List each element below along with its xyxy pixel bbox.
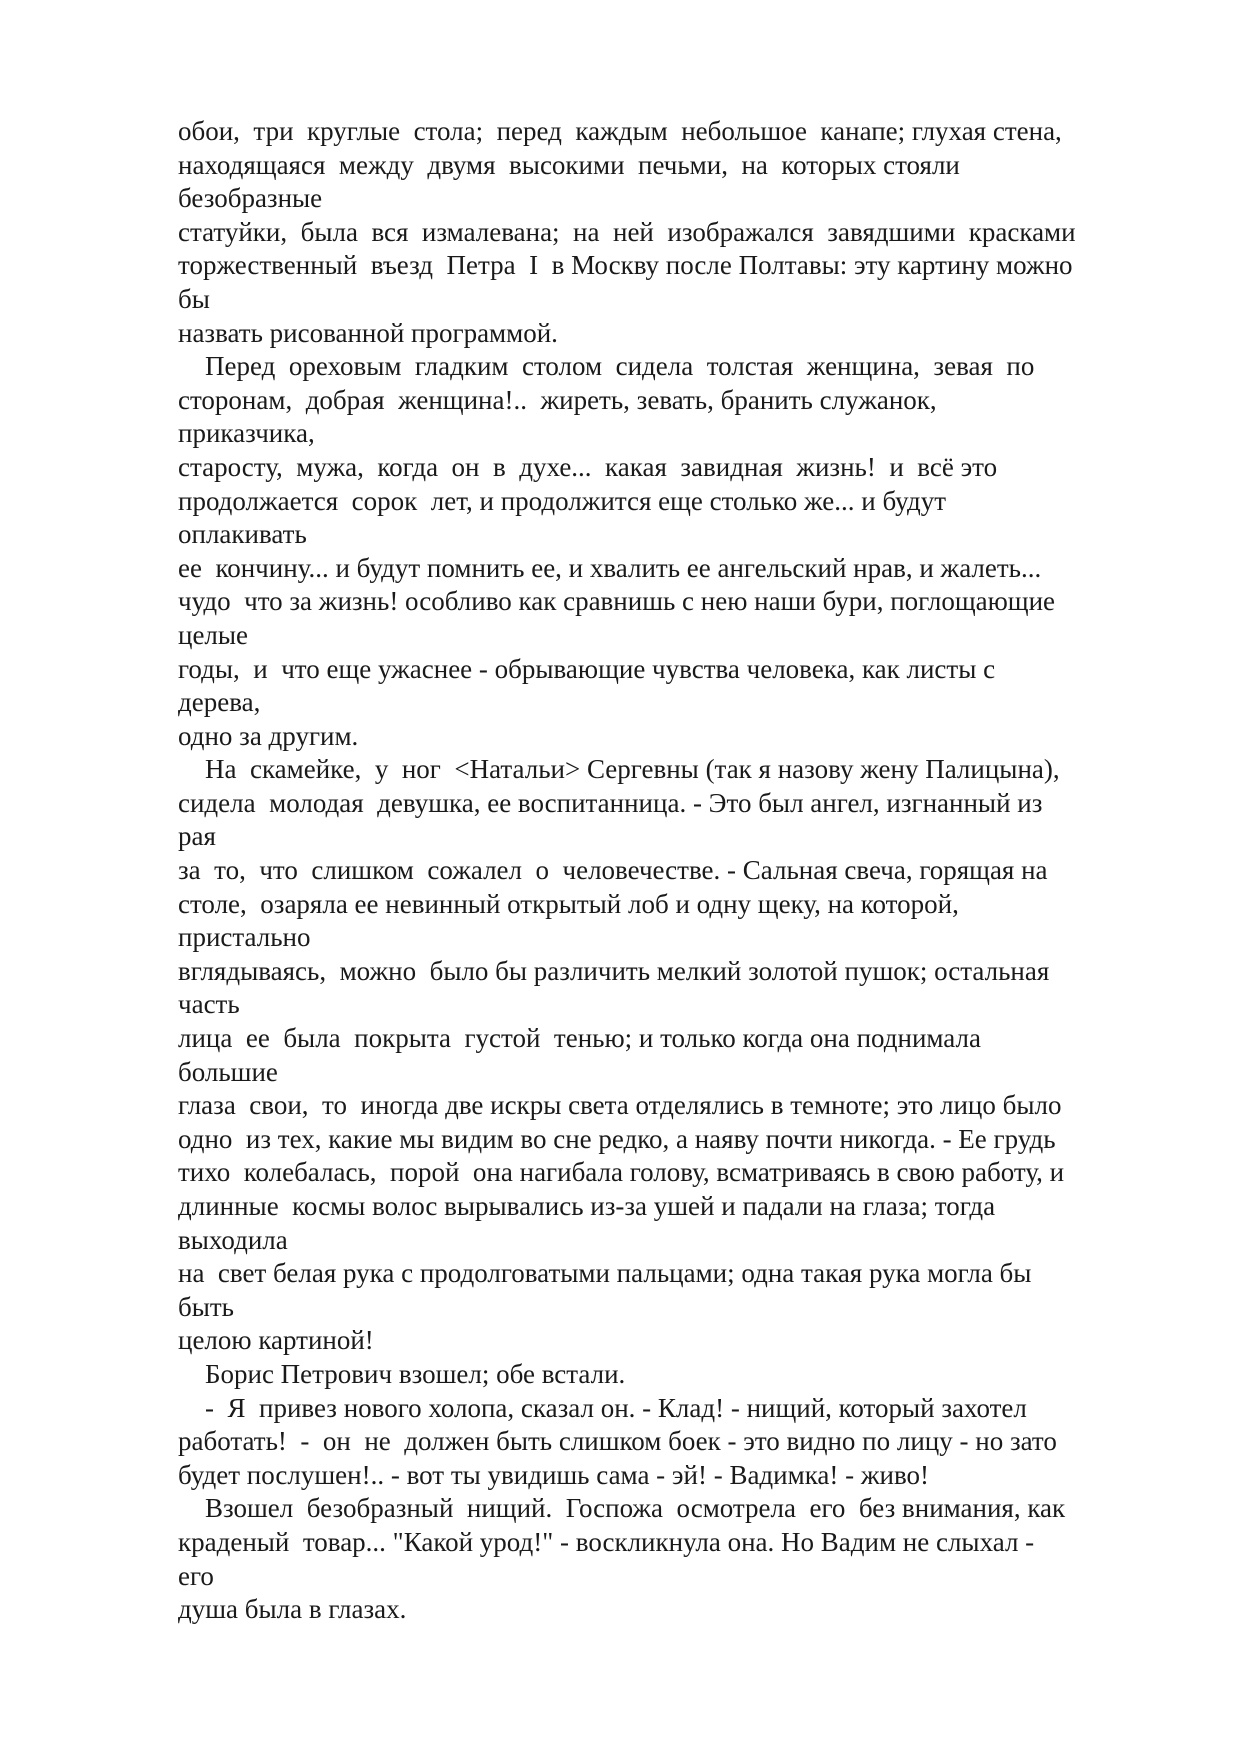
text-line: одно за другим. (178, 720, 359, 751)
text-line: краденый товар... "Какой урод!" - воскликнула она. Но Вадим не слыхал - (178, 1526, 1035, 1557)
text-line: длинные космы волос вырывались из-за ушей и падали на глаза; тогда (178, 1191, 996, 1221)
text-line: часть (178, 989, 240, 1020)
text-line: глаза свои, то иногда две искры света отделялись в темноте; это лицо было (178, 1090, 1062, 1121)
text-line: находящаяся между двумя высокими печьми, на которых стояли (178, 149, 960, 180)
text-line: Перед ореховым гладким столом сидела толстая женщина, зевая по (178, 351, 1035, 382)
text-line: выходила (178, 1224, 288, 1255)
text-line: будет послушен!.. - вот ты увидишь сама - эй! - Вадимка! - живо! (178, 1459, 930, 1490)
text-line: Борис Петрович взошел; обе встали. (178, 1358, 626, 1389)
text-line: назвать рисованной программой. (178, 317, 558, 348)
text-line: вглядываясь, можно было бы различить мелкий золотой пушок; остальная (178, 955, 1050, 986)
text-line: лица ее была покрыта густой тенью; и только когда она поднимала (178, 1023, 981, 1054)
text-line: обои, три круглые стола; перед каждым небольшое канапе; глухая стена, (178, 116, 1062, 146)
text-line: На скамейке, у ног <Натальи> Сергевны (так я назову жену Палицына), (178, 754, 1060, 785)
text-line: чудо что за жизнь! особливо как сравнишь с нею наши бури, поглощающие (178, 586, 1056, 617)
text-line: торжественный въезд Петра I в Москву после Полтавы: эту картину можно (178, 250, 1073, 281)
text-line: целые (178, 619, 249, 650)
text-line: старосту, мужа, когда он в духе... какая завидная жизнь! и всё это (178, 451, 998, 482)
text-line: целою картиной! (178, 1325, 374, 1356)
text-line: одно из тех, какие мы видим во сне редко, а наяву почти никогда. - Ее грудь (178, 1123, 1056, 1154)
text-line: на свет белая рука с продолговатыми пальцами; одна такая рука могла бы (178, 1258, 1032, 1289)
text-line: быть (178, 1291, 234, 1322)
text-line: приказчика, (178, 418, 315, 449)
text-line: безобразные (178, 183, 323, 214)
text-line: большие (178, 1056, 278, 1087)
document-body (178, 115, 1168, 1627)
text-line: статуйки, была вся измалевана; на ней изображался завядшими красками (178, 216, 1076, 247)
text-line: рая (178, 821, 216, 852)
text-line: душа была в глазах. (178, 1594, 407, 1625)
text-line: его (178, 1560, 214, 1591)
text-line: бы (178, 283, 210, 314)
text-line: сторонам, добрая женщина!.. жиреть, зевать, бранить служанок, (178, 384, 937, 415)
text-line: столе, озаряла ее невинный открытый лоб и одну щеку, на которой, (178, 888, 959, 919)
text-line: ее кончину... и будут помнить ее, и хвалить ее ангельский нрав, и жалеть... (178, 552, 1042, 583)
text-line: пристально (178, 922, 311, 953)
text-line: годы, и что еще ужаснее - обрывающие чувства человека, как листы с (178, 653, 996, 684)
text-line: тихо колебалась, порой она нагибала голову, всматриваясь в свою работу, и (178, 1157, 1065, 1188)
text-line: сидела молодая девушка, ее воспитанница. - Это был ангел, изгнанный из (178, 787, 1043, 818)
text-line: - Я привез нового холопа, сказал он. - Клад! - нищий, который захотел (178, 1392, 1027, 1423)
text-line: дерева, (178, 687, 261, 718)
text-line: работать! - он не должен быть слишком боек - это видно по лицу - но зато (178, 1426, 1057, 1457)
text-line: за то, что слишком сожалел о человечестве. - Сальная свеча, горящая на (178, 855, 1048, 886)
text-line: продолжается сорок лет, и продолжится еще столько же... и будут (178, 485, 947, 516)
text-line: оплакивать (178, 519, 307, 550)
text-line: Взошел безобразный нищий. Госпожа осмотрела его без внимания, как (178, 1493, 1066, 1524)
